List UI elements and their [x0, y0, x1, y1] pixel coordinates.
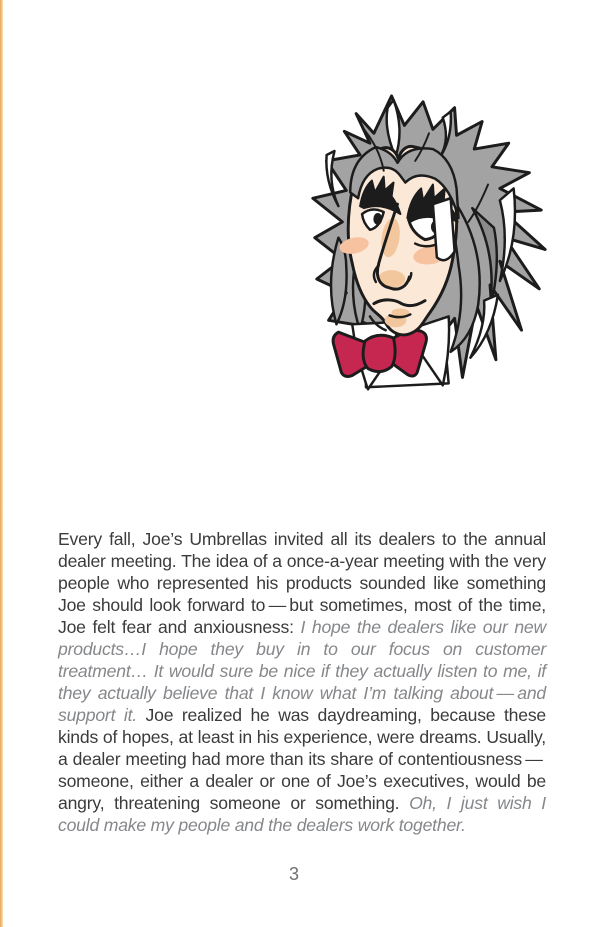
paragraph-segment-narration-1: Every fall, Joe’s Umbrellas invited all its dealers to the annual dealer meeting. The idea of a once-a-year meeting with the very people who represented his products sounded like something Joe should look forward to — but sometimes, most of the time, Joe felt fear and anxiousness: [58, 529, 546, 637]
paragraph-segment-narration-2: Joe realized he was daydreaming, because these kinds of hopes, at least in his experience, were dreams. Usually, a dealer meeting had more than its share of contentiousness — someone, either a dealer or one of Joe’s executives, would be angry, threatening someone or something. [58, 705, 546, 813]
paragraph-segment-thought-2: Oh, I just wish I could make my people and the dealers work together. [58, 793, 547, 835]
grumpy-man-icon [303, 90, 553, 405]
paragraph-segment-thought-1: I hope the dealers like our new products…I hope they buy in to our focus on customer treatment… It would sure be nice if they actually listen to me, if they actually believe that I know what I’m talking about — and support it. [58, 617, 546, 725]
joe-illustration [303, 90, 553, 405]
paragraph [58, 528, 546, 836]
page-number: 3 [288, 864, 299, 884]
page-edge-stripe [0, 0, 3, 927]
